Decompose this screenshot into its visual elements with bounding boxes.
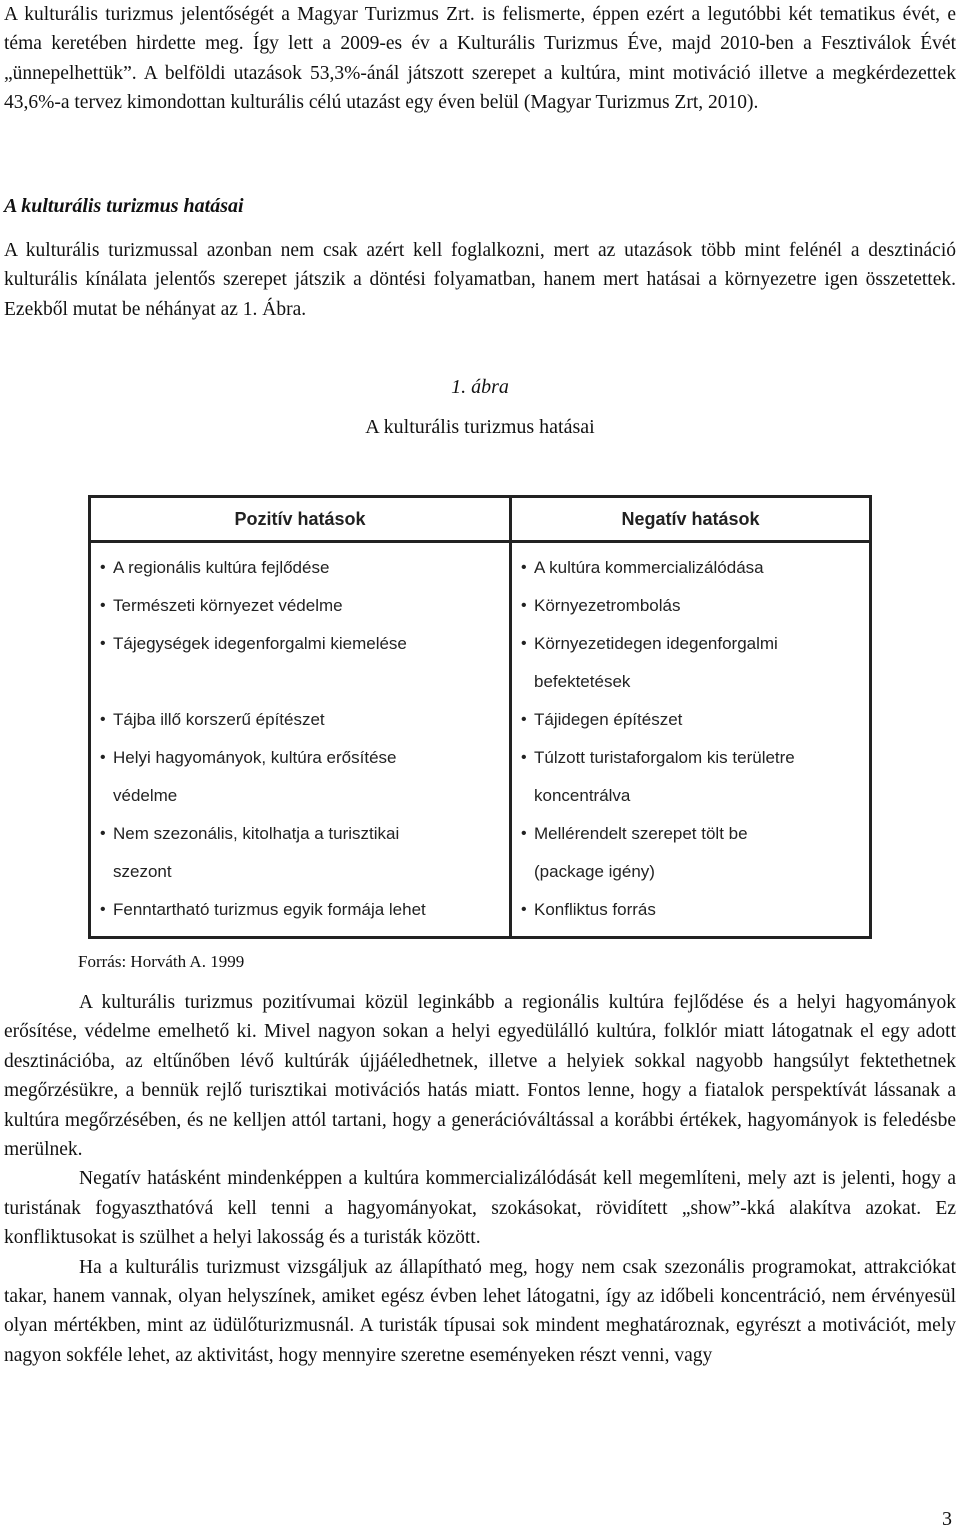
positive-header: Pozitív hatások	[91, 498, 509, 543]
list-item: • Helyi hagyományok, kultúra erősítése	[91, 739, 509, 777]
list-item: • Konfliktus forrás	[512, 891, 869, 929]
positive-column	[91, 498, 512, 936]
body-text	[4, 988, 956, 1370]
figure-source: Forrás: Horváth A. 1999	[78, 952, 245, 971]
list-item: • Környezetidegen idegenforgalmi	[512, 625, 869, 663]
figure-title: A kulturális turizmus hatásai	[365, 416, 595, 438]
list-item: • Tájegységek idegenforgalmi kiemelése	[91, 625, 509, 663]
figure-number: 1. ábra	[451, 376, 509, 398]
negative-header: Negatív hatások	[512, 498, 869, 543]
list-item: • Fenntartható turizmus egyik formája lehet	[91, 891, 509, 929]
list-item: • Tájba illő korszerű építészet	[91, 701, 509, 739]
page-number: 3	[942, 1508, 952, 1530]
list-item: • Nem szezonális, kitolhatja a turisztikai	[91, 815, 509, 853]
intro-paragraph: A kulturális turizmus jelentőségét a Magyar Turizmus Zrt. is felismerte, éppen ezért a legutóbbi két tematikus évét, e téma keretében hirdette meg. Így lett a 2009-es év a Kulturális Turizmus Éve, majd 2010-ben a Fesztiválok Évét „ünnepelhettük”. A belföldi utazások 53,3%-ánál játszott szerepet a kultúra, mint motiváció illetve a megkérdezettek 43,6%-a tervez kimondottan kulturális célú utazást egy éven belül (Magyar Turizmus Zrt, 2010).	[4, 4, 956, 114]
paragraph: A kulturális turizmus pozitívumai közül leginkább a regionális kultúra fejlődése és a helyi hagyományok erősítése, védelme emelhető ki. Mivel nagyon sokan a helyi egyedülálló kultúra, folklór miatt látogatnak el egy adott desztinációba, az eltűnőben lévő kultúrák újjáéledhetnek, illetve a helyiek sokkal nagyobb hangsúlyt fektethetnek megőrzésükre, a bennük rejlő turisztikai motivációs hatás miatt. Fontos lenne, hogy a fiatalok perspektívát lássanak a kultúra megőrzésében, és ne kelljen attól tartani, hogy a generációváltással a korábbi értékek, hagyományok is feledésbe merülnek.	[4, 992, 956, 1161]
positive-list	[91, 543, 509, 929]
list-item: • Mellérendelt szerepet tölt be	[512, 815, 869, 853]
list-item-continuation: koncentrálva	[534, 786, 631, 805]
section-paragraph: A kulturális turizmussal azonban nem csak azért kell foglalkozni, mert az utazások több mint felénél a desztináció kulturális kínálata jelentős szerepet játszik a döntési folyamatban, hanem mert hatásai a környezetre igen összetettek. Ezekből mutat be néhányat az 1. Ábra.	[4, 240, 956, 320]
paragraph: Ha a kulturális turizmust vizsgáljuk az állapítható meg, hogy nem csak szezonális programokat, attrakciókat takar, hanem vannak, olyan helyszínek, amiket egész évben lehet látogatni, így az időbeli koncentráció, nem érvényesül olyan mértékben, mint az üdülőturizmusnál. A turisták típusai sok mindent meghatároznak, egyrészt a motivációt, mely nagyon sokféle lehet, az aktivitást, hogy mennyire szeretne eseményeken részt venni, vagy	[4, 1256, 956, 1366]
paragraph: Negatív hatásként mindenképpen a kultúra kommercializálódását kell megemlíteni, mely azt is jelenti, hogy a turistának fogyaszthatóvá kell tenni a hagyományokat, szokásokat, rövidített „show”-kká alakítva azokat. Ez konfliktusokat is szülhet a helyi lakosság és a turisták között.	[4, 1168, 956, 1249]
list-item-continuation: szezont	[113, 862, 172, 881]
list-item-continuation: védelme	[113, 786, 178, 805]
list-item-continuation: befektetések	[534, 672, 631, 691]
list-item: • A regionális kultúra fejlődése	[91, 549, 509, 587]
list-item: • Tájidegen építészet	[512, 701, 869, 739]
list-item-continuation: (package igény)	[534, 862, 655, 881]
list-item: • A kultúra kommercializálódása	[512, 549, 869, 587]
negative-column	[512, 498, 869, 936]
impacts-table-figure	[88, 495, 872, 939]
list-item: • Természeti környezet védelme	[91, 587, 509, 625]
negative-list	[512, 543, 869, 929]
list-item: • Környezetrombolás	[512, 587, 869, 625]
section-heading: A kulturális turizmus hatásai	[4, 195, 244, 217]
list-item: • Túlzott turistaforgalom kis területre	[512, 739, 869, 777]
